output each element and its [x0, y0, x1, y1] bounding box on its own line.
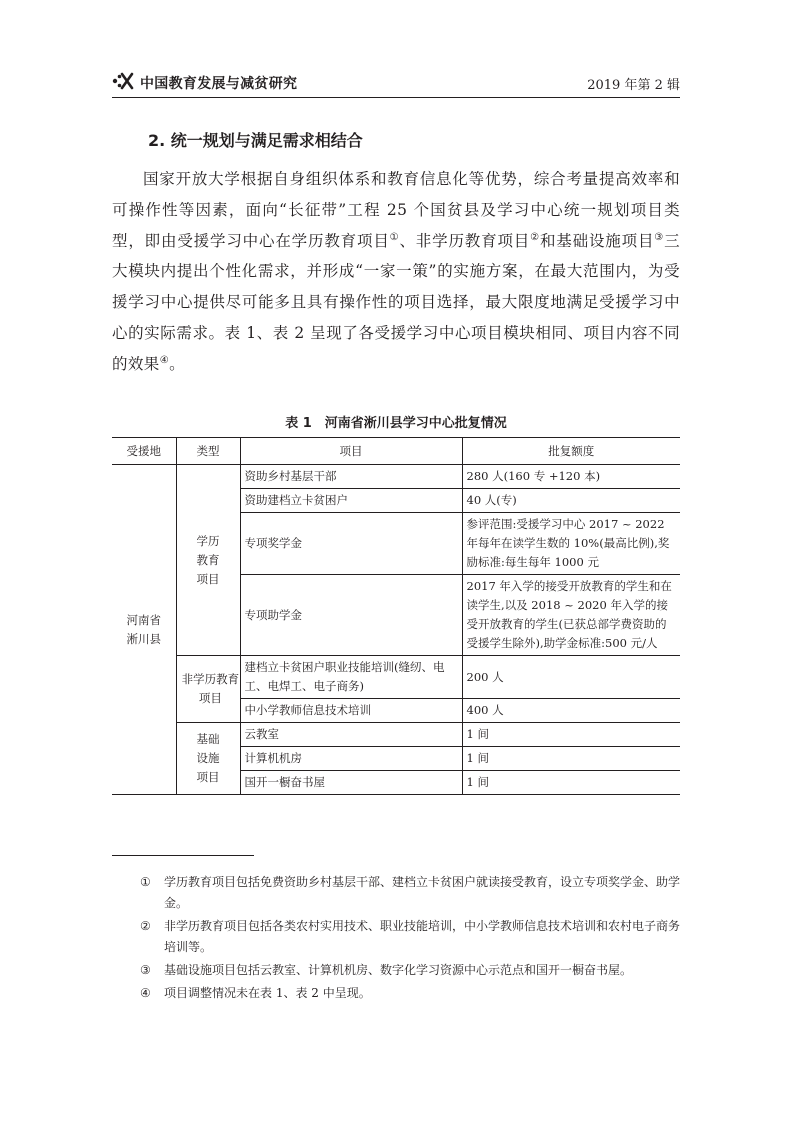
footnote-mark: ②	[140, 919, 151, 933]
footnote-mark: ④	[140, 986, 151, 1000]
table-caption: 表 1 河南省淅川县学习中心批复情况	[285, 416, 507, 431]
column-header: 类型	[176, 438, 240, 465]
item-cell: 建档立卡贫困户职业技能培训(缝纫、电工、电焊工、电子商务)	[240, 656, 462, 699]
type-cell: 学历教育项目	[176, 465, 240, 656]
journal-logo-icon	[112, 72, 134, 90]
type-cell: 非学历教育项目	[176, 656, 240, 723]
item-cell: 云教室	[240, 723, 462, 747]
quota-cell: 2017 年入学的接受开放教育的学生和在读学生,以及 2018 ~ 2020 年入学的接受开放教育的学生(已获总部学费资助的受援学生除外),助学金标准:500 元/人	[462, 575, 680, 656]
footnote-text: 学历教育项目包括免费资助乡村基层干部、建档立卡贫困户就读接受教育，设立专项奖学金、助学金。	[164, 875, 681, 910]
footnote	[140, 916, 680, 958]
item-cell: 专项助学金	[240, 575, 462, 656]
footnotes	[140, 872, 680, 1006]
footnote-mark: ③	[140, 963, 151, 977]
footnote-rule	[112, 855, 254, 856]
table-row	[112, 723, 680, 747]
region-cell: 河南省淅川县	[112, 465, 176, 795]
footnote-text: 基础设施项目包括云教室、计算机机房、数字化学习资源中心示范点和国开一橱奋书屋。	[164, 963, 633, 977]
table-row	[112, 656, 680, 699]
quota-cell: 1 间	[462, 747, 680, 771]
quota-cell: 40 人(专)	[462, 489, 680, 513]
item-cell: 中小学教师信息技术培训	[240, 699, 462, 723]
column-header: 项目	[240, 438, 462, 465]
table-row	[112, 465, 680, 489]
quota-cell: 参评范围:受援学习中心 2017 ~ 2022 年每年在读学生数的 10%(最高比例),奖励标准:每生每年 1000 元	[462, 513, 680, 575]
approval-table	[112, 437, 680, 795]
quota-cell: 400 人	[462, 699, 680, 723]
item-cell: 资助乡村基层干部	[240, 465, 462, 489]
column-header: 受援地	[112, 438, 176, 465]
journal-title: 中国教育发展与减贫研究	[140, 76, 298, 92]
footnote	[140, 983, 680, 1004]
item-cell: 资助建档立卡贫困户	[240, 489, 462, 513]
issue-label: 2019 年第 2 辑	[587, 78, 680, 93]
section-heading: 2. 统一规划与满足需求相结合	[148, 131, 363, 150]
table-header-row	[112, 438, 680, 465]
footnote-mark: ①	[140, 875, 151, 889]
footnote	[140, 872, 680, 914]
item-cell: 计算机机房	[240, 747, 462, 771]
footnote-text: 项目调整情况未在表 1、表 2 中呈现。	[164, 986, 371, 1000]
quota-cell: 1 间	[462, 771, 680, 795]
quota-cell: 280 人(160 专 +120 本)	[462, 465, 680, 489]
item-cell: 国开一橱奋书屋	[240, 771, 462, 795]
footnote-ref[interactable]: ②	[530, 231, 540, 243]
body-paragraph: 国家开放大学根据自身组织体系和教育信息化等优势，综合考量提高效率和可操作性等因素，面向“长征带”工程 25 个国贫县及学习中心统一规划项目类型，即由受援学习中心在学历教育项目①、非学历教育项目②和基础设施项目③三大模块内提出个性化需求，并形成“一家一策”的实施方案，在最大范围内，为受援学习中心提供尽可能多且具有操作性的项目选择，最大限度地满足受援学习中心的实际需求。表 1、表 2 呈现了各受援学习中心项目模块相同、项目内容不同的效果④。	[112, 170, 681, 373]
header-rule	[112, 97, 680, 98]
footnote	[140, 960, 680, 981]
quota-cell: 200 人	[462, 656, 680, 699]
quota-cell: 1 间	[462, 723, 680, 747]
footnote-text: 非学历教育项目包括各类农村实用技术、职业技能培训，中小学教师信息技术培训和农村电子商务培训等。	[164, 919, 681, 954]
footnote-ref[interactable]: ①	[389, 231, 400, 243]
running-header	[112, 70, 680, 96]
column-header: 批复额度	[462, 438, 680, 465]
footnote-ref[interactable]: ③	[654, 231, 665, 243]
footnote-ref[interactable]: ④	[159, 354, 170, 366]
type-cell: 基础设施项目	[176, 723, 240, 795]
item-cell: 专项奖学金	[240, 513, 462, 575]
